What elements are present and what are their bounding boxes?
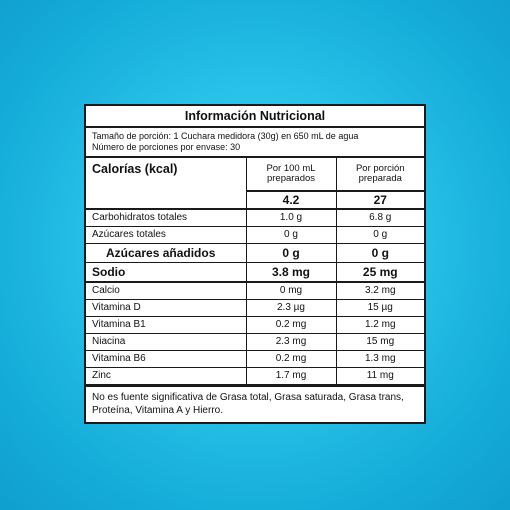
nutrient-name: Vitamina D [86, 300, 246, 317]
table-row [86, 317, 424, 334]
nutrient-per-serving: 1.2 mg [336, 317, 424, 334]
nutrient-per-100: 0 g [246, 227, 336, 244]
nutrient-per-serving: 6.8 g [336, 209, 424, 227]
nutrient-name: Zinc [86, 368, 246, 385]
table-row [86, 244, 424, 263]
nutrient-per-100: 0.2 mg [246, 317, 336, 334]
nutrient-per-100: 0.2 mg [246, 351, 336, 368]
table-row [86, 351, 424, 368]
nutrient-name: Vitamina B6 [86, 351, 246, 368]
nutrient-name: Sodio [86, 263, 246, 283]
nutrient-per-100: 0 g [246, 244, 336, 263]
nutrient-name: Carbohidratos totales [86, 209, 246, 227]
nutrient-per-serving: 3.2 mg [336, 282, 424, 300]
nutrient-per-serving: 25 mg [336, 263, 424, 283]
calories-label: Calorías (kcal) [86, 158, 246, 209]
table-row [86, 282, 424, 300]
calories-per-100: 4.2 [246, 191, 336, 209]
nutrient-name: Calcio [86, 282, 246, 300]
nutrition-table [86, 158, 424, 385]
nutrient-per-100: 0 mg [246, 282, 336, 300]
table-row [86, 209, 424, 227]
nutrient-per-100: 2.3 µg [246, 300, 336, 317]
nutrient-per-100: 3.8 mg [246, 263, 336, 283]
table-row [86, 334, 424, 351]
nutrient-per-serving: 0 g [336, 227, 424, 244]
col-per-100-header: Por 100 mL preparados [246, 158, 336, 191]
nutrient-per-100: 2.3 mg [246, 334, 336, 351]
table-row [86, 368, 424, 385]
col-per-serving-header: Por porción preparada [336, 158, 424, 191]
label-title: Información Nutricional [86, 106, 424, 128]
nutrient-per-100: 1.0 g [246, 209, 336, 227]
serving-info [86, 128, 424, 158]
nutrient-per-serving: 0 g [336, 244, 424, 263]
serving-size: Tamaño de porción: 1 Cuchara medidora (30g) en 650 mL de agua [92, 131, 359, 141]
table-row [86, 263, 424, 283]
nutrient-name: Vitamina B1 [86, 317, 246, 334]
nutrient-name: Azúcares añadidos [86, 244, 246, 263]
nutrient-per-serving: 1.3 mg [336, 351, 424, 368]
calories-header-row [86, 158, 424, 191]
table-row [86, 227, 424, 244]
nutrient-name: Azúcares totales [86, 227, 246, 244]
servings-per-container: Número de porciones por envase: 30 [92, 142, 241, 152]
nutrient-per-100: 1.7 mg [246, 368, 336, 385]
table-row [86, 300, 424, 317]
calories-per-serving: 27 [336, 191, 424, 209]
nutrient-per-serving: 11 mg [336, 368, 424, 385]
nutrient-per-serving: 15 mg [336, 334, 424, 351]
nutrient-per-serving: 15 µg [336, 300, 424, 317]
nutrient-name: Niacina [86, 334, 246, 351]
footer-note: No es fuente significativa de Grasa total, Grasa saturada, Grasa trans, Proteína, Vitamina A y Hierro. [86, 385, 424, 422]
nutrition-label [84, 104, 426, 424]
